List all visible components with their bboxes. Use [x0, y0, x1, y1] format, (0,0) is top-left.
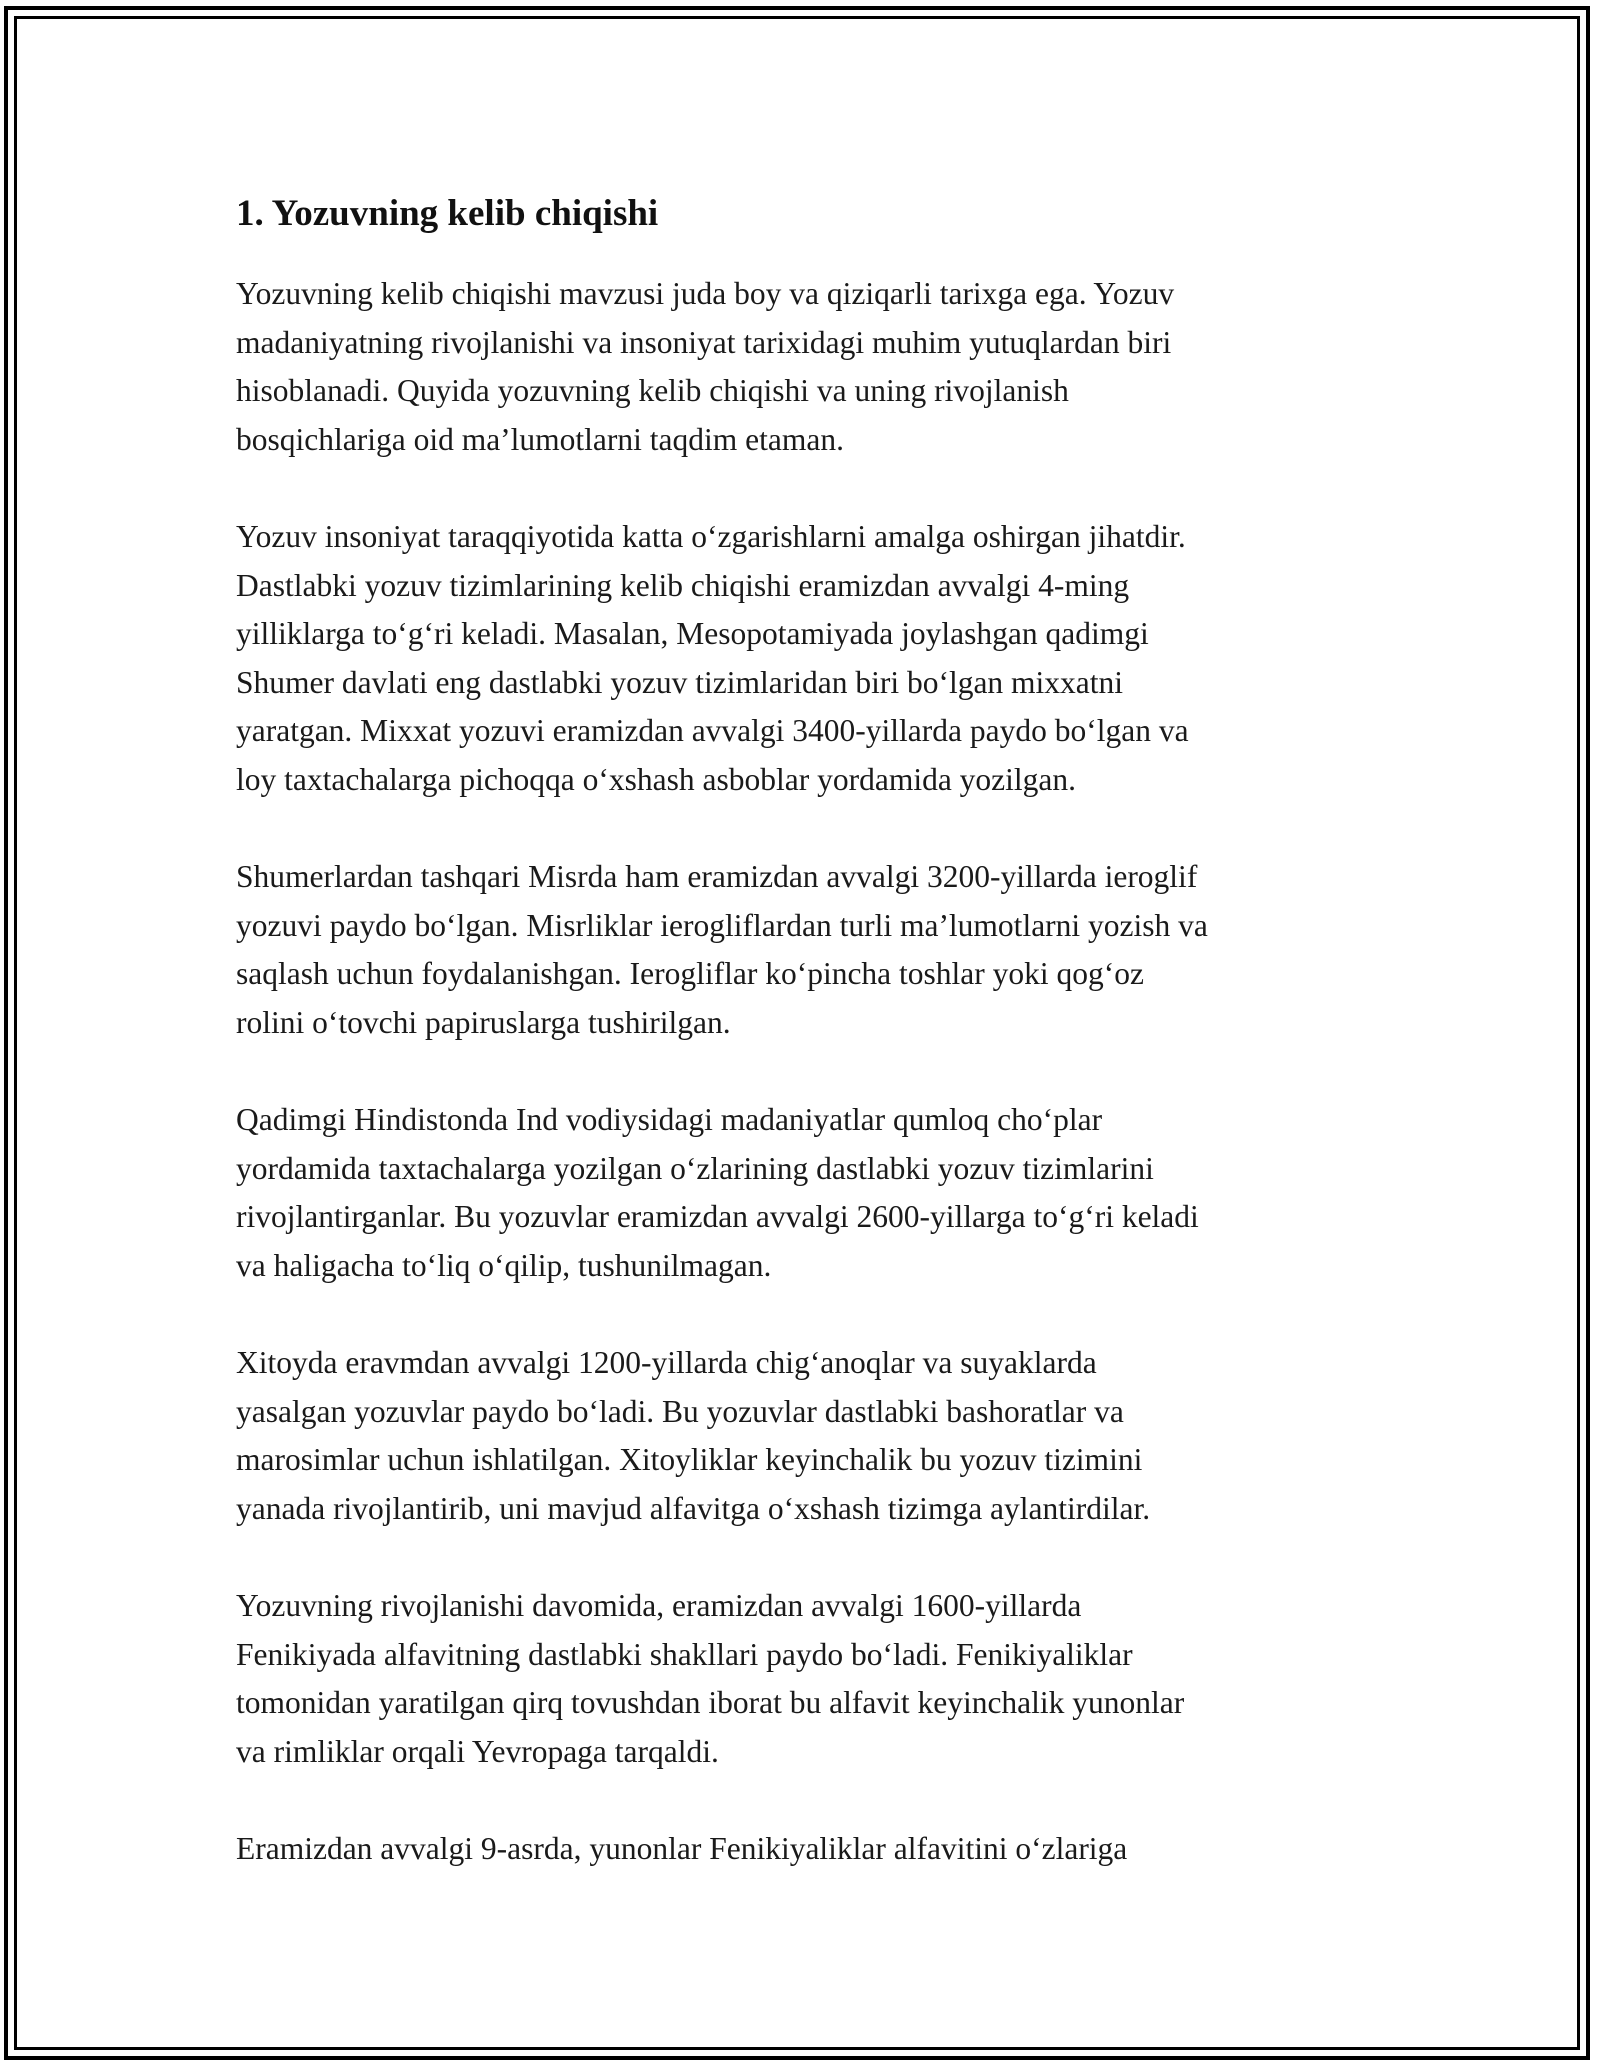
text-line: Yozuvning kelib chiqishi mavzusi juda boy va qiziqarli tarixga ega. Yozuv	[236, 276, 1175, 311]
paragraph-china	[236, 1339, 1396, 1533]
text-line: hisoblanadi. Quyida yozuvning kelib chiqishi va uning rivojlanish	[236, 373, 1069, 408]
text-line: Fenikiyada alfavitning dastlabki shakllari paydo bo‘ladi. Fenikiyaliklar	[236, 1636, 1133, 1672]
text-line: yordamida taxtachalarga yozilgan o‘zlarining dastlabki yozuv tizimlarini	[236, 1150, 1154, 1186]
text-line: tomonidan yaratilgan qirq tovushdan iborat bu alfavit keyinchalik yunonlar	[236, 1685, 1185, 1720]
text-line: bosqichlariga oid ma’lumotlarni taqdim etaman.	[236, 421, 844, 457]
text-line: loy taxtachalarga pichoqqa o‘xshash asboblar yordamida yozilgan.	[236, 761, 1077, 797]
text-line: yilliklarga to‘g‘ri keladi. Masalan, Mesopotamiyada joylashgan qadimgi	[236, 616, 1149, 651]
text-line: yozuvi paydo bo‘lgan. Misrliklar ierogliflardan turli ma’lumotlarni yozish va	[236, 907, 1208, 943]
text-line: Qadimgi Hindistonda Ind vodiysidagi madaniyatlar qumloq cho‘plar	[236, 1102, 1103, 1137]
paragraph-phoenicia	[236, 1582, 1396, 1776]
text-line: marosimlar uchun ishlatilgan. Xitoyliklar keyinchalik bu yozuv tizimini	[236, 1442, 1143, 1477]
text-line: Eramizdan avvalgi 9-asrda, yunonlar Fenikiyaliklar alfavitini o‘zlariga	[236, 1831, 1128, 1866]
document-body	[236, 190, 1396, 1923]
text-line: yaratgan. Mixxat yozuvi eramizdan avvalgi 3400-yillarda paydo bo‘lgan va	[236, 713, 1189, 748]
text-line: yanada rivojlantirib, uni mavjud alfavitga o‘xshash tizimga aylantirdilar.	[236, 1490, 1151, 1526]
text-line: Shumerlardan tashqari Misrda ham eramizdan avvalgi 3200-yillarda ieroglif	[236, 859, 1198, 894]
paragraph-mesopotamia	[236, 513, 1396, 804]
text-line: madaniyatning rivojlanishi va insoniyat tarixidagi muhim yutuqlardan biri	[236, 324, 1172, 360]
paragraph-egypt	[236, 853, 1396, 1047]
text-line: Shumer davlati eng dastlabki yozuv tizimlaridan biri bo‘lgan mixxatni	[236, 664, 1124, 700]
text-line: rolini o‘tovchi papiruslarga tushirilgan.	[236, 1004, 731, 1040]
text-line: va haligacha to‘liq o‘qilip, tushunilmagan.	[236, 1247, 772, 1283]
text-line: Dastlabki yozuv tizimlarining kelib chiqishi eramizdan avvalgi 4-ming	[236, 567, 1130, 603]
text-line: Yozuv insoniyat taraqqiyotida katta o‘zgarishlarni amalga oshirgan jihatdir.	[236, 519, 1186, 554]
text-line: yasalgan yozuvlar paydo bo‘ladi. Bu yozuvlar dastlabki bashoratlar va	[236, 1393, 1124, 1429]
text-line: va rimliklar orqali Yevropaga tarqaldi.	[236, 1733, 719, 1769]
paragraph-greece	[236, 1825, 1396, 1874]
text-line: saqlash uchun foydalanishgan. Ierogliflar ko‘pincha toshlar yoki qog‘oz	[236, 956, 1144, 991]
text-line: Yozuvning rivojlanishi davomida, eramizdan avvalgi 1600-yillarda	[236, 1588, 1082, 1623]
paragraph-intro	[236, 270, 1396, 464]
text-line: Xitoyda eravmdan avvalgi 1200-yillarda chig‘anoqlar va suyaklarda	[236, 1345, 1097, 1380]
paragraph-india	[236, 1096, 1396, 1290]
section-heading: 1. Yozuvning kelib chiqishi	[236, 193, 659, 234]
text-line: rivojlantirganlar. Bu yozuvlar eramizdan avvalgi 2600-yillarga to‘g‘ri keladi	[236, 1199, 1199, 1234]
